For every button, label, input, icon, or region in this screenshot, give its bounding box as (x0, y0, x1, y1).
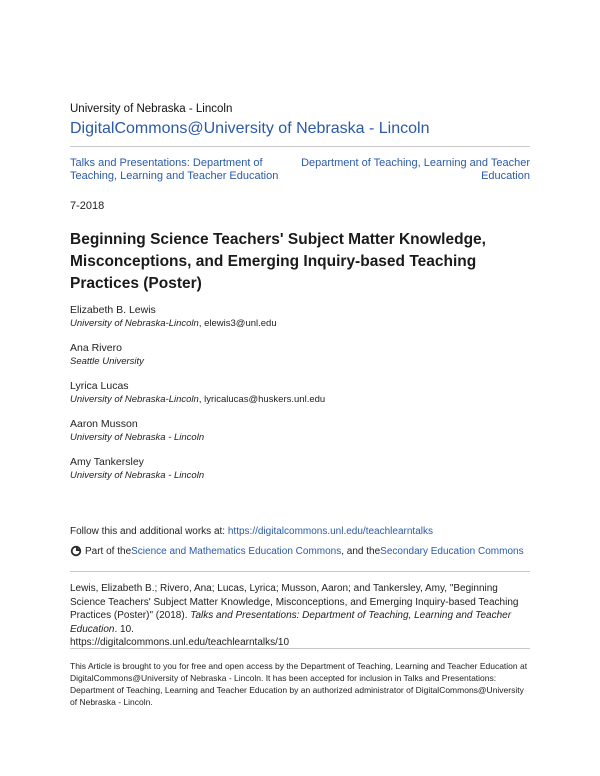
affiliation-text: University of Nebraska-Lincoln (70, 394, 199, 405)
author-entry (70, 379, 530, 417)
follow-line (70, 526, 433, 537)
divider-bottom (70, 648, 530, 649)
author-name: Amy Tankersley (70, 456, 144, 468)
publication-date: 7-2018 (70, 200, 105, 212)
author-entry (70, 341, 530, 379)
affiliation-text: University of Nebraska - Lincoln (70, 470, 205, 481)
follow-link[interactable]: https://digitalcommons.unl.edu/teachlearntalks (227, 526, 433, 537)
citation-journal: Talks and Presentations: Department of Teaching, Learning and Teacher Education (70, 610, 512, 635)
commons-network-icon (70, 545, 82, 557)
institution-name: University of Nebraska - Lincoln (70, 103, 233, 115)
author-name: Lyrica Lucas (70, 380, 129, 392)
science-math-education-link[interactable]: Science and Mathematics Education Commons (131, 545, 342, 557)
author-affiliation (70, 469, 530, 482)
article-title: Beginning Science Teachers' Subject Matter Knowledge, Misconceptions, and Emerging Inquiry-based Teaching Practices (Poster) (70, 231, 486, 292)
repository-link[interactable]: DigitalCommons@University of Nebraska - Lincoln (70, 120, 430, 137)
author-affiliation (70, 355, 530, 368)
author-list (70, 303, 530, 493)
citation-text: Lewis, Elizabeth B.; Rivero, Ana; Lucas, Lyrica; Musson, Aaron; and Tankersley, Amy, "Beginning Science Teachers' Subject Matter Knowledge, Misconceptions, and Emerging Inquiry-based Teaching Practices (Poster)" (2018). (70, 583, 519, 621)
author-entry (70, 303, 530, 341)
author-entry (70, 455, 530, 493)
secondary-education-link[interactable]: Secondary Education Commons (380, 545, 524, 557)
author-affiliation (70, 431, 530, 444)
author-name: Ana Rivero (70, 342, 122, 354)
author-entry (70, 417, 530, 455)
author-name: Aaron Musson (70, 418, 138, 430)
divider-top (70, 146, 530, 147)
citation-number: . 10. (114, 623, 134, 635)
citation-url[interactable]: https://digitalcommons.unl.edu/teachlearntalks/10 (70, 637, 290, 648)
divider-middle (70, 571, 530, 572)
part-of-prefix: Part of the (85, 545, 132, 557)
author-affiliation (70, 393, 530, 406)
department-link[interactable]: Department of Teaching, Learning and Teacher Education (301, 157, 530, 182)
recommended-citation (70, 582, 530, 650)
follow-prefix: Follow this and additional works at: (70, 526, 228, 537)
author-name: Elizabeth B. Lewis (70, 304, 156, 316)
part-of-line (70, 545, 524, 557)
author-affiliation (70, 317, 530, 330)
author-email: , lyricalucas@huskers.unl.edu (198, 394, 326, 405)
author-email: , elewis3@unl.edu (198, 318, 277, 329)
series-link[interactable]: Talks and Presentations: Department of Teaching, Learning and Teacher Education (70, 157, 279, 182)
affiliation-text: University of Nebraska - Lincoln (70, 432, 205, 443)
affiliation-text: University of Nebraska-Lincoln (70, 318, 199, 329)
part-of-middle: , and the (341, 545, 381, 557)
affiliation-text: Seattle University (70, 356, 144, 367)
access-notice: This Article is brought to you for free and open access by the Department of Teaching, Learning and Teacher Education at DigitalCommons@University of Nebraska - Lincoln. It has been accepted for inclusion in Talks and Presentations: Department of Teaching, Learning and Teacher Education by an authorized administrator of DigitalCommons@University of Nebraska - Lincoln. (70, 661, 528, 707)
